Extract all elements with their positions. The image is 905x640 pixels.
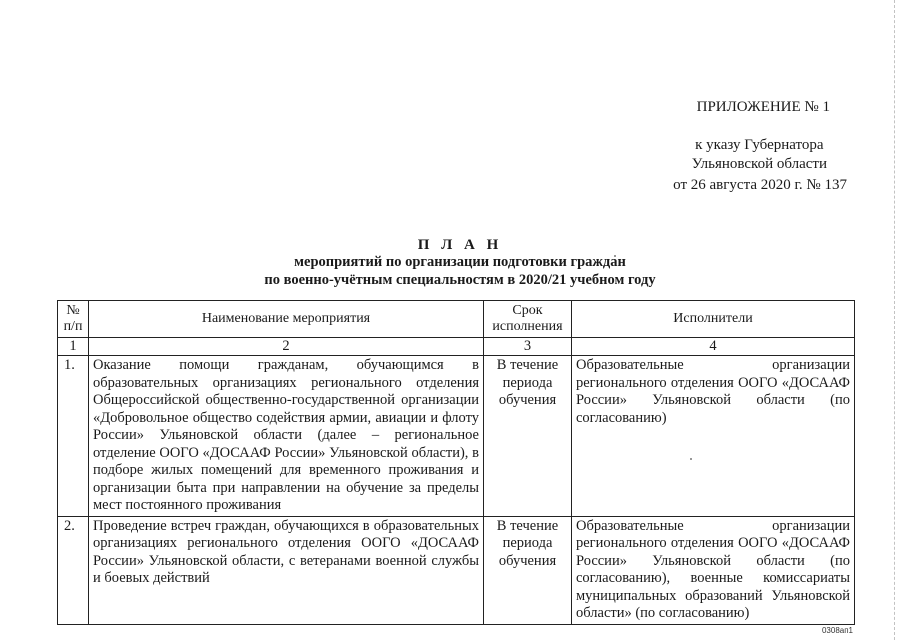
plan-title: П Л А Н — [417, 237, 503, 253]
index-cell: 1 — [58, 338, 89, 356]
row-activity: Проведение встреч граждан, обучающихся в образовательных организациях регионального отделения ООГО «ДОСААФ России» Ульяновской области, с ветеранами военной службы и боевых действий — [89, 516, 484, 624]
document-code: 0308ап1 — [821, 626, 853, 635]
header-executors: Исполнители — [572, 301, 855, 338]
row-executors: Образовательные организации регионального отделения ООГО «ДОСААФ России» Ульяновской области (по согласованию), военные комиссариаты муниципальных образований Ульяновской области» (по согласованию) — [572, 516, 855, 624]
decree-line-1: к указу Губернатора — [695, 137, 824, 153]
appendix-title: ПРИЛОЖЕНИЕ № 1 — [696, 99, 830, 115]
decree-date: от 26 августа 2020 г. № 137 — [673, 177, 847, 193]
decree-line-2: Ульяновской области — [691, 156, 827, 172]
index-cell: 2 — [89, 338, 484, 356]
table-index-row — [58, 338, 855, 356]
index-cell: 4 — [572, 338, 855, 356]
plan-table — [57, 300, 855, 625]
plan-subtitle-line-2: по военно-учётным специальностям в 2020/21 учебном году — [264, 272, 656, 288]
scan-edge — [893, 0, 895, 640]
header-name: Наименование мероприятия — [89, 301, 484, 338]
row-number: 2. — [58, 516, 89, 624]
row-activity: Оказание помощи гражданам, обучающимся в образовательных организациях регионального отделения Общероссийской общественно-государственной организации «Добровольное общество содействия армии, авиации и флоту России» Ульяновской области (далее – региональное отделение ООГО «ДОСААФ России» Ульяновской области), в подборе жилых помещений для временного проживания и организации быта при направлении на обучение за пределы мест постоянного проживания — [89, 356, 484, 517]
header-num: № п/п — [58, 301, 89, 338]
plan-subtitle-line-1: мероприятий по организации подготовки граждан — [294, 254, 626, 270]
decree-reference — [692, 136, 827, 174]
table-header-row — [58, 301, 855, 338]
table-row — [58, 356, 855, 517]
row-term: В течение периода обучения — [484, 516, 572, 624]
row-number: 1. — [58, 356, 89, 517]
index-cell: 3 — [484, 338, 572, 356]
table-row — [58, 516, 855, 624]
row-term: В течение периода обучения — [484, 356, 572, 517]
row-executors: Образовательные организации регионального отделения ООГО «ДОСААФ России» Ульяновской области (по согласованию) — [572, 356, 855, 517]
header-term: Срок исполнения — [484, 301, 572, 338]
